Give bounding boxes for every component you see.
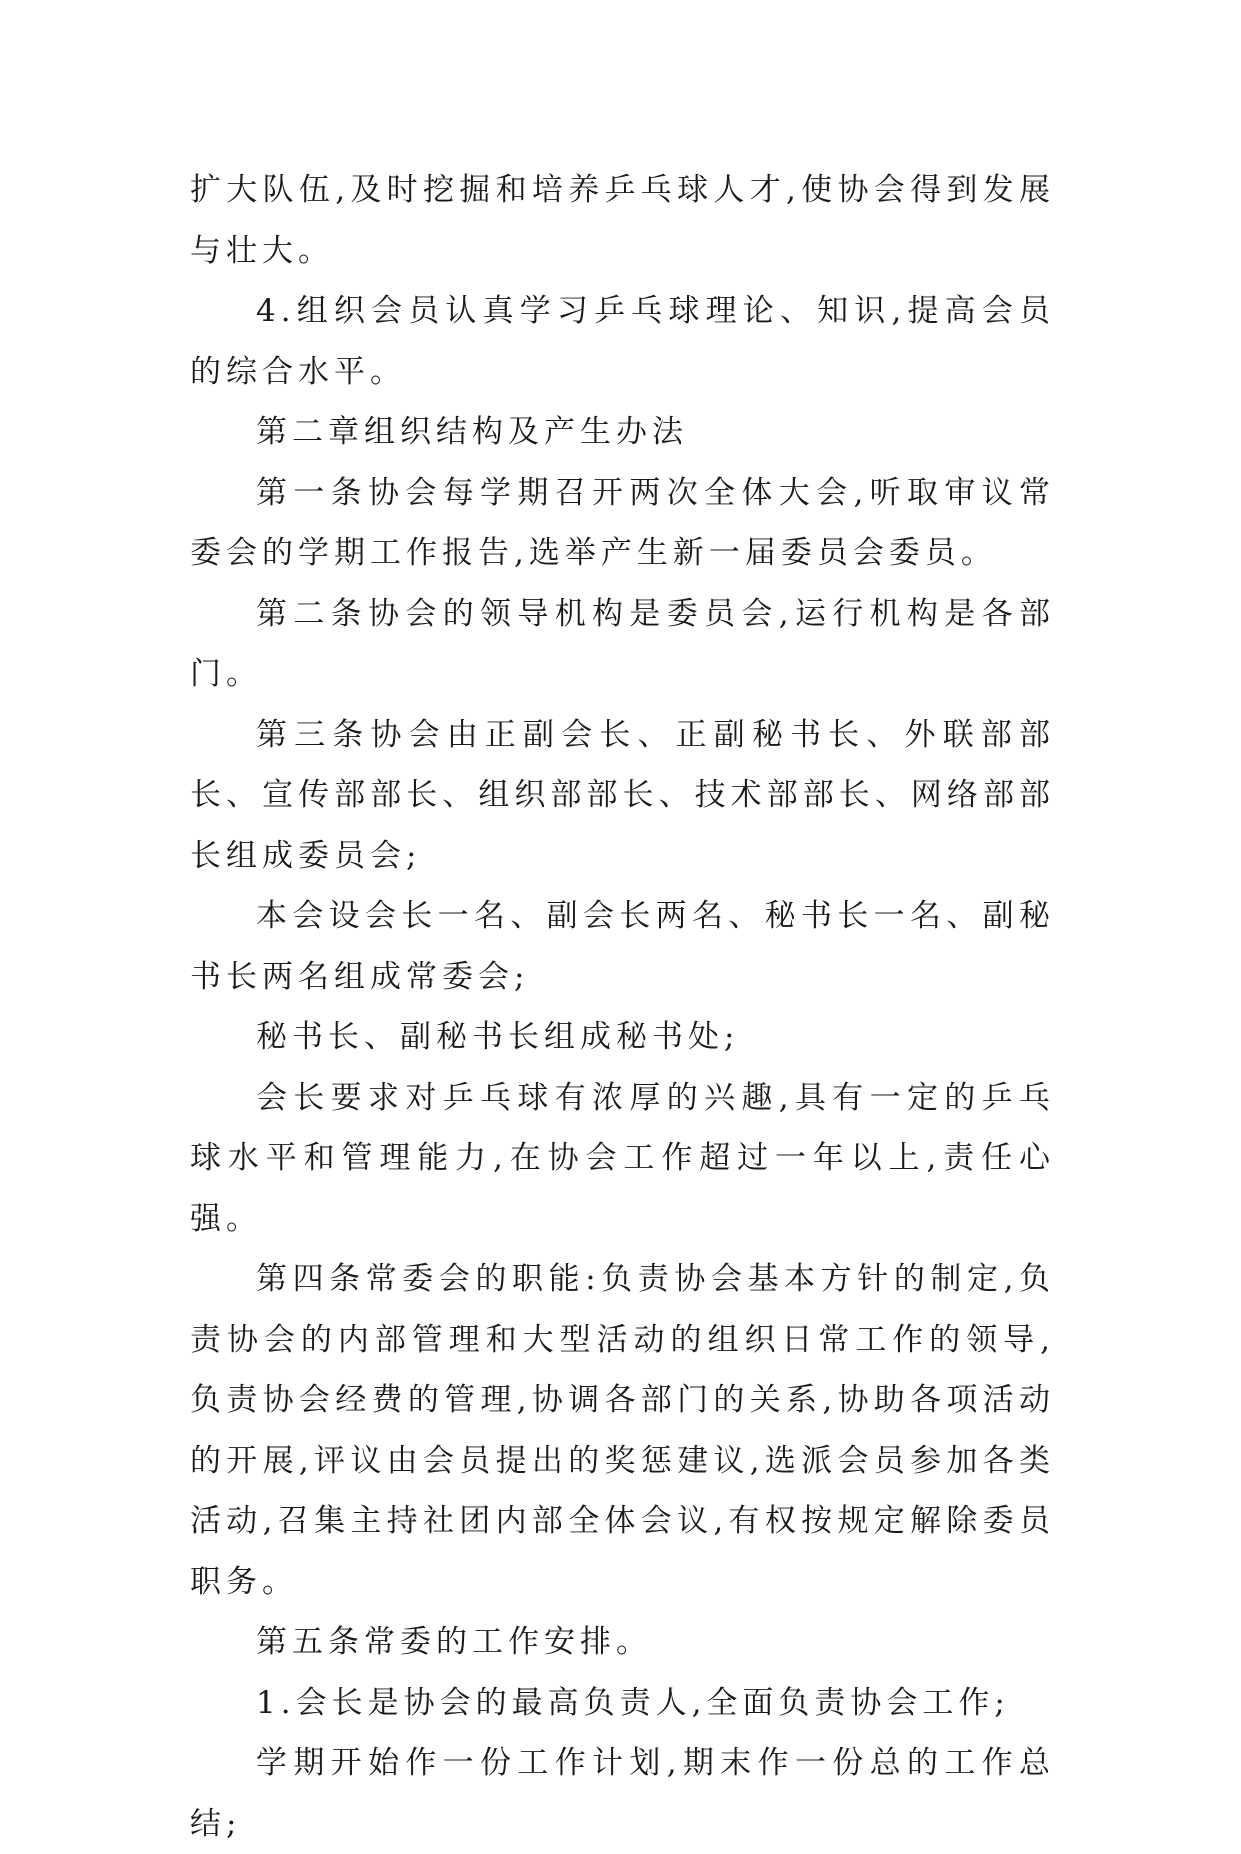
chapter-heading: 第二章组织结构及产生办法 [256, 414, 688, 450]
article-1: 第一条协会每学期召开两次全体大会,听取审议常委会的学期工作报告,选举产生新一届委员会委员。 [190, 474, 1055, 571]
document-body [190, 160, 1055, 1854]
article-4: 第四条常委会的职能:负责协会基本方针的制定,负责协会的内部管理和大型活动的组织日常工作的领导,负责协会经费的管理,协调各部门的关系,协助各项活动的开展,评议由会员提出的奖惩建议,选派会员参加各类活动,召集主持社团内部全体会议,有权按规定解除委员职务。 [190, 1261, 1055, 1600]
article-2: 第二条协会的领导机构是委员会,运行机构是各部门。 [190, 595, 1055, 692]
president-requirements-paragraph: 会长要求对乒乓球有浓厚的兴趣,具有一定的乒乓球水平和管理能力,在协会工作超过一年以上,责任心强。 [190, 1079, 1055, 1237]
article-5-item-1: 1.会长是协会的最高负责人,全面负责协会工作; [256, 1684, 1010, 1721]
paragraph-item-4: 4.组织会员认真学习乒乓球理论、知识,提高会员的综合水平。 [190, 293, 1055, 390]
paragraph-continuation: 扩大队伍,及时挖掘和培养乒乓球人才,使协会得到发展与壮大。 [190, 172, 1055, 269]
work-plan-paragraph: 学期开始作一份工作计划,期末作一份总的工作总结; [190, 1745, 1055, 1842]
article-3: 第三条协会由正副会长、正副秘书长、外联部部长、宣传部部长、组织部部长、技术部部长、网络部部长组成委员会; [190, 716, 1055, 874]
secretariat-paragraph: 秘书长、副秘书长组成秘书处; [256, 1019, 740, 1055]
article-5: 第五条常委的工作安排。 [256, 1624, 652, 1660]
standing-committee-paragraph: 本会设会长一名、副会长两名、秘书长一名、副秘书长两名组成常委会; [190, 898, 1055, 995]
